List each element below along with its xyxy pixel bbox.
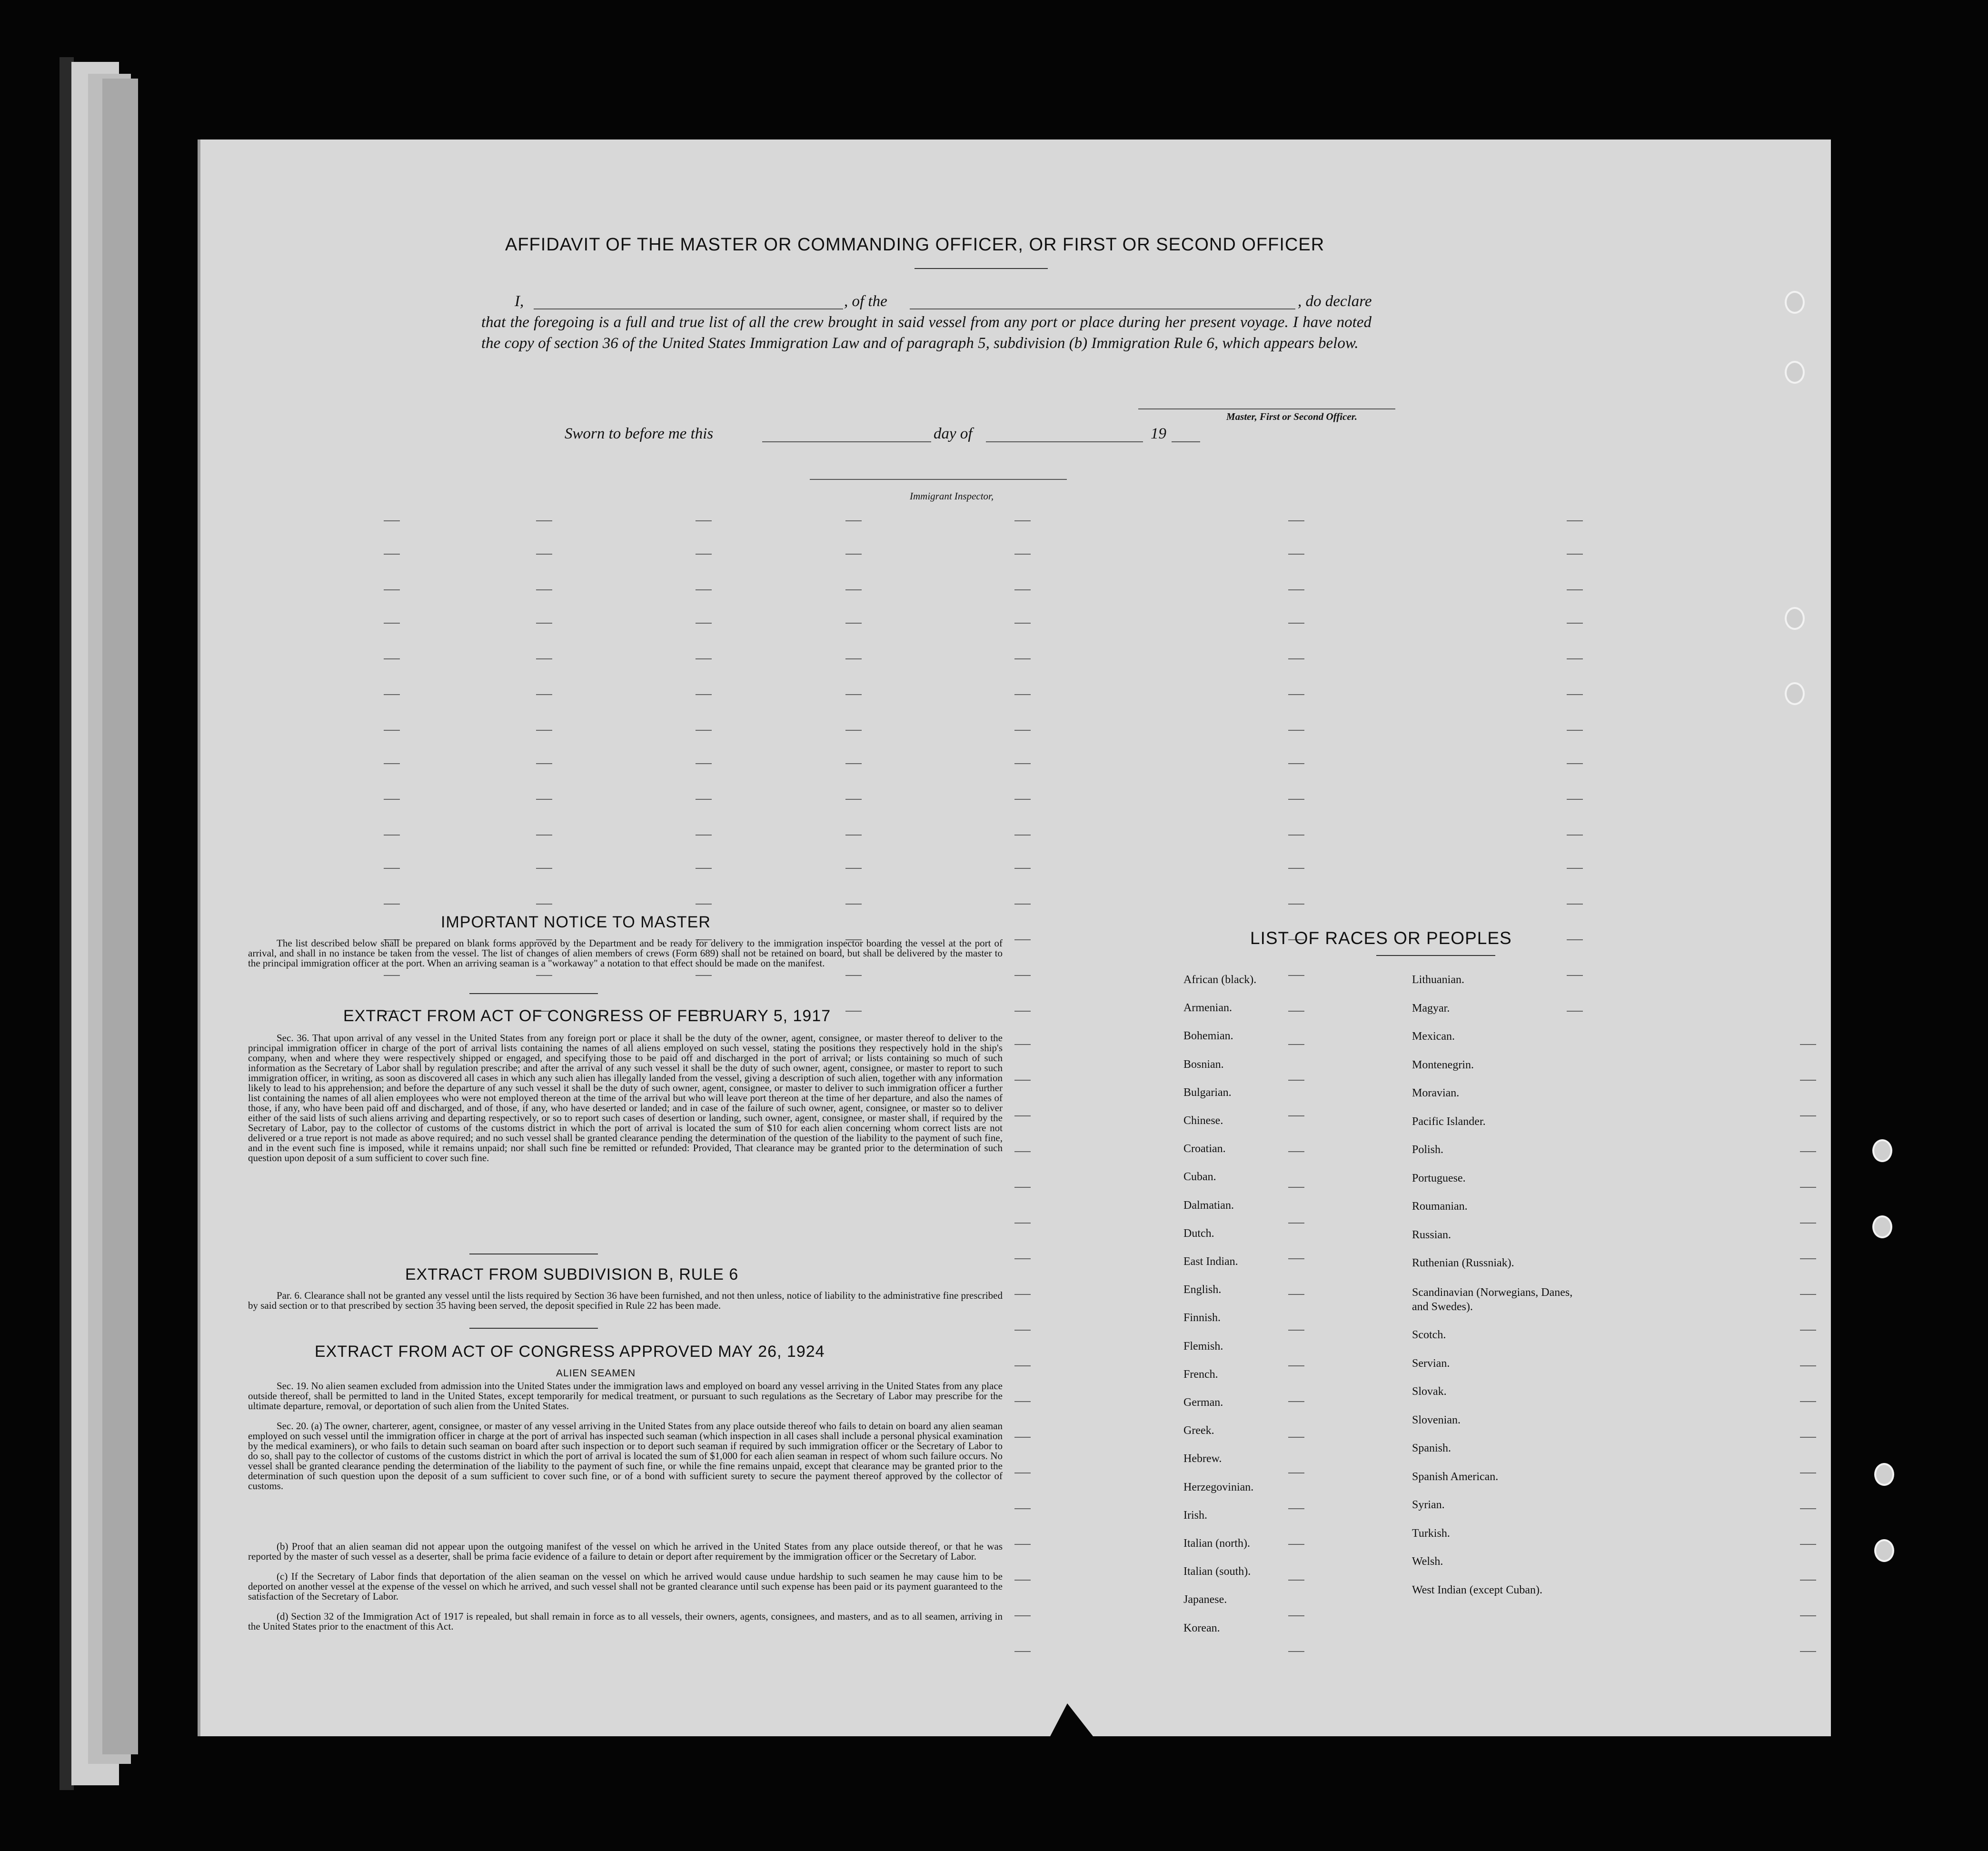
- race-item: Turkish.: [1412, 1527, 1450, 1540]
- extract-1924-subtitle: ALIEN SEAMEN: [556, 1368, 636, 1379]
- extract-1924-para-2: Sec. 20. (a) The owner, charterer, agent, consignee, or master of any vessel arriving in the United States from any place outside thereof who fails to detain on board any alien seaman employed on such vessel until the immigration officer in charge at the port of arrival has inspected such seaman (which inspection in all cases shall include a personal physical examination by the medical examiners), or who fails to detain such seaman on board after such inspection or to deport such seaman if required by such immigration officer or the Secretary of Labor to do so, shall pay to the collector of customs of the customs district in which the port of arrival is located the sum of $1,000 for each alien seaman in respect of whom such failure occurs. No vessel shall be granted clearance pending the determination of the liability to the payment of such fine, or while the fine remains unpaid, except that clearance may be granted prior to the determination of such question upon the deposit of a sum sufficient to cover such fine, or of a bond with sufficient surety to secure the payment thereof approved by the collector of customs.: [248, 1420, 1003, 1492]
- race-item: Lithuanian.: [1412, 974, 1464, 986]
- races-title: LIST OF RACES OR PEOPLES: [1250, 928, 1512, 948]
- sworn-text: Sworn to before me this: [565, 425, 714, 442]
- race-item: Portuguese.: [1412, 1172, 1466, 1184]
- punch-hole: [1872, 1215, 1892, 1238]
- affidavit-do-declare: , do declare: [1298, 293, 1372, 310]
- punch-hole: [1785, 291, 1805, 314]
- race-item: West Indian (except Cuban).: [1412, 1583, 1542, 1596]
- races-right-column: [1412, 974, 1650, 1688]
- extract-1924-para-1: Sec. 19. No alien seamen excluded from admission into the United States under the immigration laws and employed on board any vessel arriving in the United States from any place outside thereof, shall be permitted to land in the United States, except temporarily for medical treatment, or pursuant to such regulations as the Secretary of Labor may prescribe for the ultimate departure, removal, or deportation of such alien from the United States.: [248, 1380, 1003, 1412]
- race-item: Korean.: [1183, 1622, 1220, 1634]
- punch-hole: [1874, 1463, 1894, 1486]
- notice-text: The list described below shall be prepared on blank forms approved by the Department and be ready for delivery to the immigration inspector boarding the vessel at the port of arrival, and shall in no instance be taken from the vessel. The list of changes of alien members of crews (Form 689) shall not be retained on board, but shall be delivered by the master to the principal immigration officer at the port. When an arriving seaman is a "workaway" a notation to that effect should be made on the manifest.: [248, 937, 1003, 969]
- race-item: Pacific Islander.: [1412, 1115, 1486, 1128]
- race-item: Japanese.: [1183, 1593, 1227, 1606]
- extract-1917-title: EXTRACT FROM ACT OF CONGRESS OF FEBRUARY 5, 1917: [343, 1007, 831, 1025]
- race-item: German.: [1183, 1396, 1223, 1409]
- name-blank: [534, 308, 843, 309]
- extract-1924-para-5: (d) Section 32 of the Immigration Act of 1917 is repealed, but shall remain in force as to all vessels, their owners, agents, consignees, and masters, and as to all seamen, arriving in the United States prior to the enactment of this Act.: [248, 1611, 1003, 1632]
- race-item: Finnish.: [1183, 1312, 1221, 1324]
- notice-rule: [469, 993, 598, 994]
- race-item: Welsh.: [1412, 1555, 1443, 1568]
- race-item: Dutch.: [1183, 1227, 1214, 1240]
- race-item: Hebrew.: [1183, 1453, 1222, 1465]
- race-item: Greek.: [1183, 1424, 1214, 1437]
- sworn-month-blank: [986, 441, 1143, 442]
- race-item: Spanish.: [1412, 1442, 1451, 1454]
- punch-hole: [1785, 607, 1805, 630]
- race-item: African (black).: [1183, 974, 1257, 986]
- race-item: Moravian.: [1412, 1087, 1460, 1099]
- torn-corner: [1050, 1703, 1093, 1736]
- signature-line: [1138, 408, 1395, 409]
- race-item: Flemish.: [1183, 1340, 1223, 1353]
- race-item: French.: [1183, 1368, 1218, 1381]
- punch-hole: [1785, 361, 1805, 384]
- extract-rule6-text: Par. 6. Clearance shall not be granted any vessel until the lists required by Section 36 have been furnished, and not then unless, notice of liability to the administrative fine prescribed by said section or to that prescribed by section 35 having been served, the deposit specified in Rule 22 has been made.: [248, 1290, 1003, 1311]
- race-item: Bulgarian.: [1183, 1086, 1232, 1099]
- race-item: Mexican.: [1412, 1030, 1455, 1043]
- extract-rule6-title: EXTRACT FROM SUBDIVISION B, RULE 6: [405, 1265, 739, 1284]
- race-item: Servian.: [1412, 1357, 1450, 1370]
- sworn-day-blank: [762, 441, 931, 442]
- inspector-caption: Immigrant Inspector,: [910, 490, 994, 502]
- race-item: Armenian.: [1183, 1002, 1232, 1015]
- extract-1917-text: Sec. 36. That upon arrival of any vessel in the United States from any foreign port or place it shall be the duty of the owner, agent, consignee, or master thereof to deliver to the principal immigration officer in charge of the port of arrival lists containing the names of all aliens employed on such vessel, stating the positions they respectively hold in the ship's company, when and where they were respectively shipped or engaged, and specifying those to be paid off and discharged in the port of arrival; or lists containing so much of such information as the Secretary of Labor shall by regulation prescribe; and after the arrival of any such vessel it shall be the duty of such owner, agent, consignee, or master to report to such immigration officer, in writing, as soon as discovered all cases in which any such alien has illegally landed from the vessel, giving a description of such alien, together with any information likely to lead to his apprehension; and before the departure of any such vessel it shall be the duty of such owner, agent, consignee, or master to deliver to such immigration officer a further list containing the names of all alien employees who were not employed thereon at the time of the arrival but who will leave port thereon at the time of her departure, and also the names of those, if any, who have been paid off and discharged, and of those, if any, who have deserted or landed; and in case of the failure of such owner, agent, consignee, or master so to deliver either of the said lists of such aliens arriving and departing respectively, or so to report such cases of desertion or landing, such owner, agent, consignee, or master shall, if required by the Secretary of Labor, pay to the collector of customs of the customs district in which the port of arrival is located the sum of $10 for each alien concerning whom correct lists are not delivered or a true report is not made as above required; and no such vessel shall be granted clearance pending the determination of the question of the liability to the payment of such fine, and in the event such fine is imposed, while it remains unpaid; nor shall such fine be remitted or refunded: Provided, That clearance may be granted prior to the determination of such question upon deposit of a sum sufficient to cover such fine.: [248, 1032, 1003, 1164]
- extract-1924-para-3: (b) Proof that an alien seaman did not appear upon the outgoing manifest of the vessel on which he arrived in the United States from any place outside thereof, or that he was reported by the master of such vessel as a deserter, shall be prima facie evidence of a failure to detain or deport after requirement by the immigration officer or the Secretary of Labor.: [248, 1541, 1003, 1562]
- vessel-blank: [910, 308, 1295, 309]
- inspector-line: [810, 479, 1067, 480]
- sworn-year-blank: [1172, 441, 1200, 442]
- notice-title: IMPORTANT NOTICE TO MASTER: [441, 913, 711, 931]
- race-item: Dalmatian.: [1183, 1199, 1234, 1212]
- race-item: Scandinavian (Norwegians, Danes, and Swedes).: [1412, 1286, 1573, 1313]
- race-item: Italian (south).: [1183, 1565, 1251, 1578]
- race-item: Slovenian.: [1412, 1413, 1461, 1426]
- race-item: Chinese.: [1183, 1115, 1223, 1127]
- race-item: Syrian.: [1412, 1499, 1445, 1511]
- page-stack-strip: [102, 79, 138, 1754]
- race-item: Slovak.: [1412, 1385, 1447, 1398]
- races-rule: [1376, 955, 1495, 956]
- race-item: Irish.: [1183, 1509, 1207, 1522]
- affidavit-text: that the foregoing is a full and true list of all the crew brought in said vessel from any port or place during her present voyage. I have noted the copy of section 36 of the United States Immigration Law and of paragraph 5, subdivision (b) Immigration Rule 6, which appears below.: [481, 314, 1372, 352]
- race-item: Montenegrin.: [1412, 1058, 1474, 1071]
- sworn-day-of: day of: [934, 425, 973, 442]
- race-item: Bosnian.: [1183, 1058, 1224, 1071]
- race-item: Polish.: [1412, 1144, 1444, 1156]
- race-item: Roumanian.: [1412, 1200, 1468, 1213]
- race-item: Herzegovinian.: [1183, 1481, 1254, 1493]
- punch-hole: [1874, 1539, 1894, 1562]
- race-item: Russian.: [1412, 1228, 1451, 1241]
- races-left-column: [1183, 974, 1374, 1688]
- race-item: Croatian.: [1183, 1143, 1226, 1155]
- race-item: English.: [1183, 1284, 1222, 1296]
- extract-1924-title: EXTRACT FROM ACT OF CONGRESS APPROVED MAY 26, 1924: [315, 1343, 825, 1361]
- race-item: Scotch.: [1412, 1329, 1446, 1341]
- affidavit-i: I,: [515, 293, 524, 310]
- race-item: Spanish American.: [1412, 1470, 1499, 1483]
- race-item: Cuban.: [1183, 1171, 1216, 1184]
- race-item: Ruthenian (Russniak).: [1412, 1257, 1514, 1269]
- title-underline: [914, 268, 1048, 269]
- race-item: Italian (north).: [1183, 1537, 1250, 1550]
- punch-hole: [1872, 1139, 1892, 1162]
- affidavit-title: AFFIDAVIT OF THE MASTER OR COMMANDING OFFICER, OR FIRST OR SECOND OFFICER: [505, 235, 1325, 255]
- signature-caption: Master, First or Second Officer.: [1226, 411, 1357, 422]
- document-page: [198, 139, 1831, 1736]
- extract-rule6-rule: [469, 1328, 598, 1329]
- sworn-year: 19: [1151, 425, 1166, 442]
- punch-hole: [1785, 682, 1805, 705]
- affidavit-of-the: , of the: [844, 293, 887, 310]
- race-item: Bohemian.: [1183, 1030, 1233, 1043]
- race-item: East Indian.: [1183, 1255, 1238, 1268]
- extract-1924-para-4: (c) If the Secretary of Labor finds that deportation of the alien seaman on the vessel on which he arrived would cause undue hardship to such seamen he may cause him to be deported on another vessel at the expense of the vessel on which he arrived, and such vessel shall not be granted clearance until such expense has been paid or its payment guaranteed to the satisfaction of the Secretary of Labor.: [248, 1571, 1003, 1602]
- race-item: Magyar.: [1412, 1002, 1450, 1015]
